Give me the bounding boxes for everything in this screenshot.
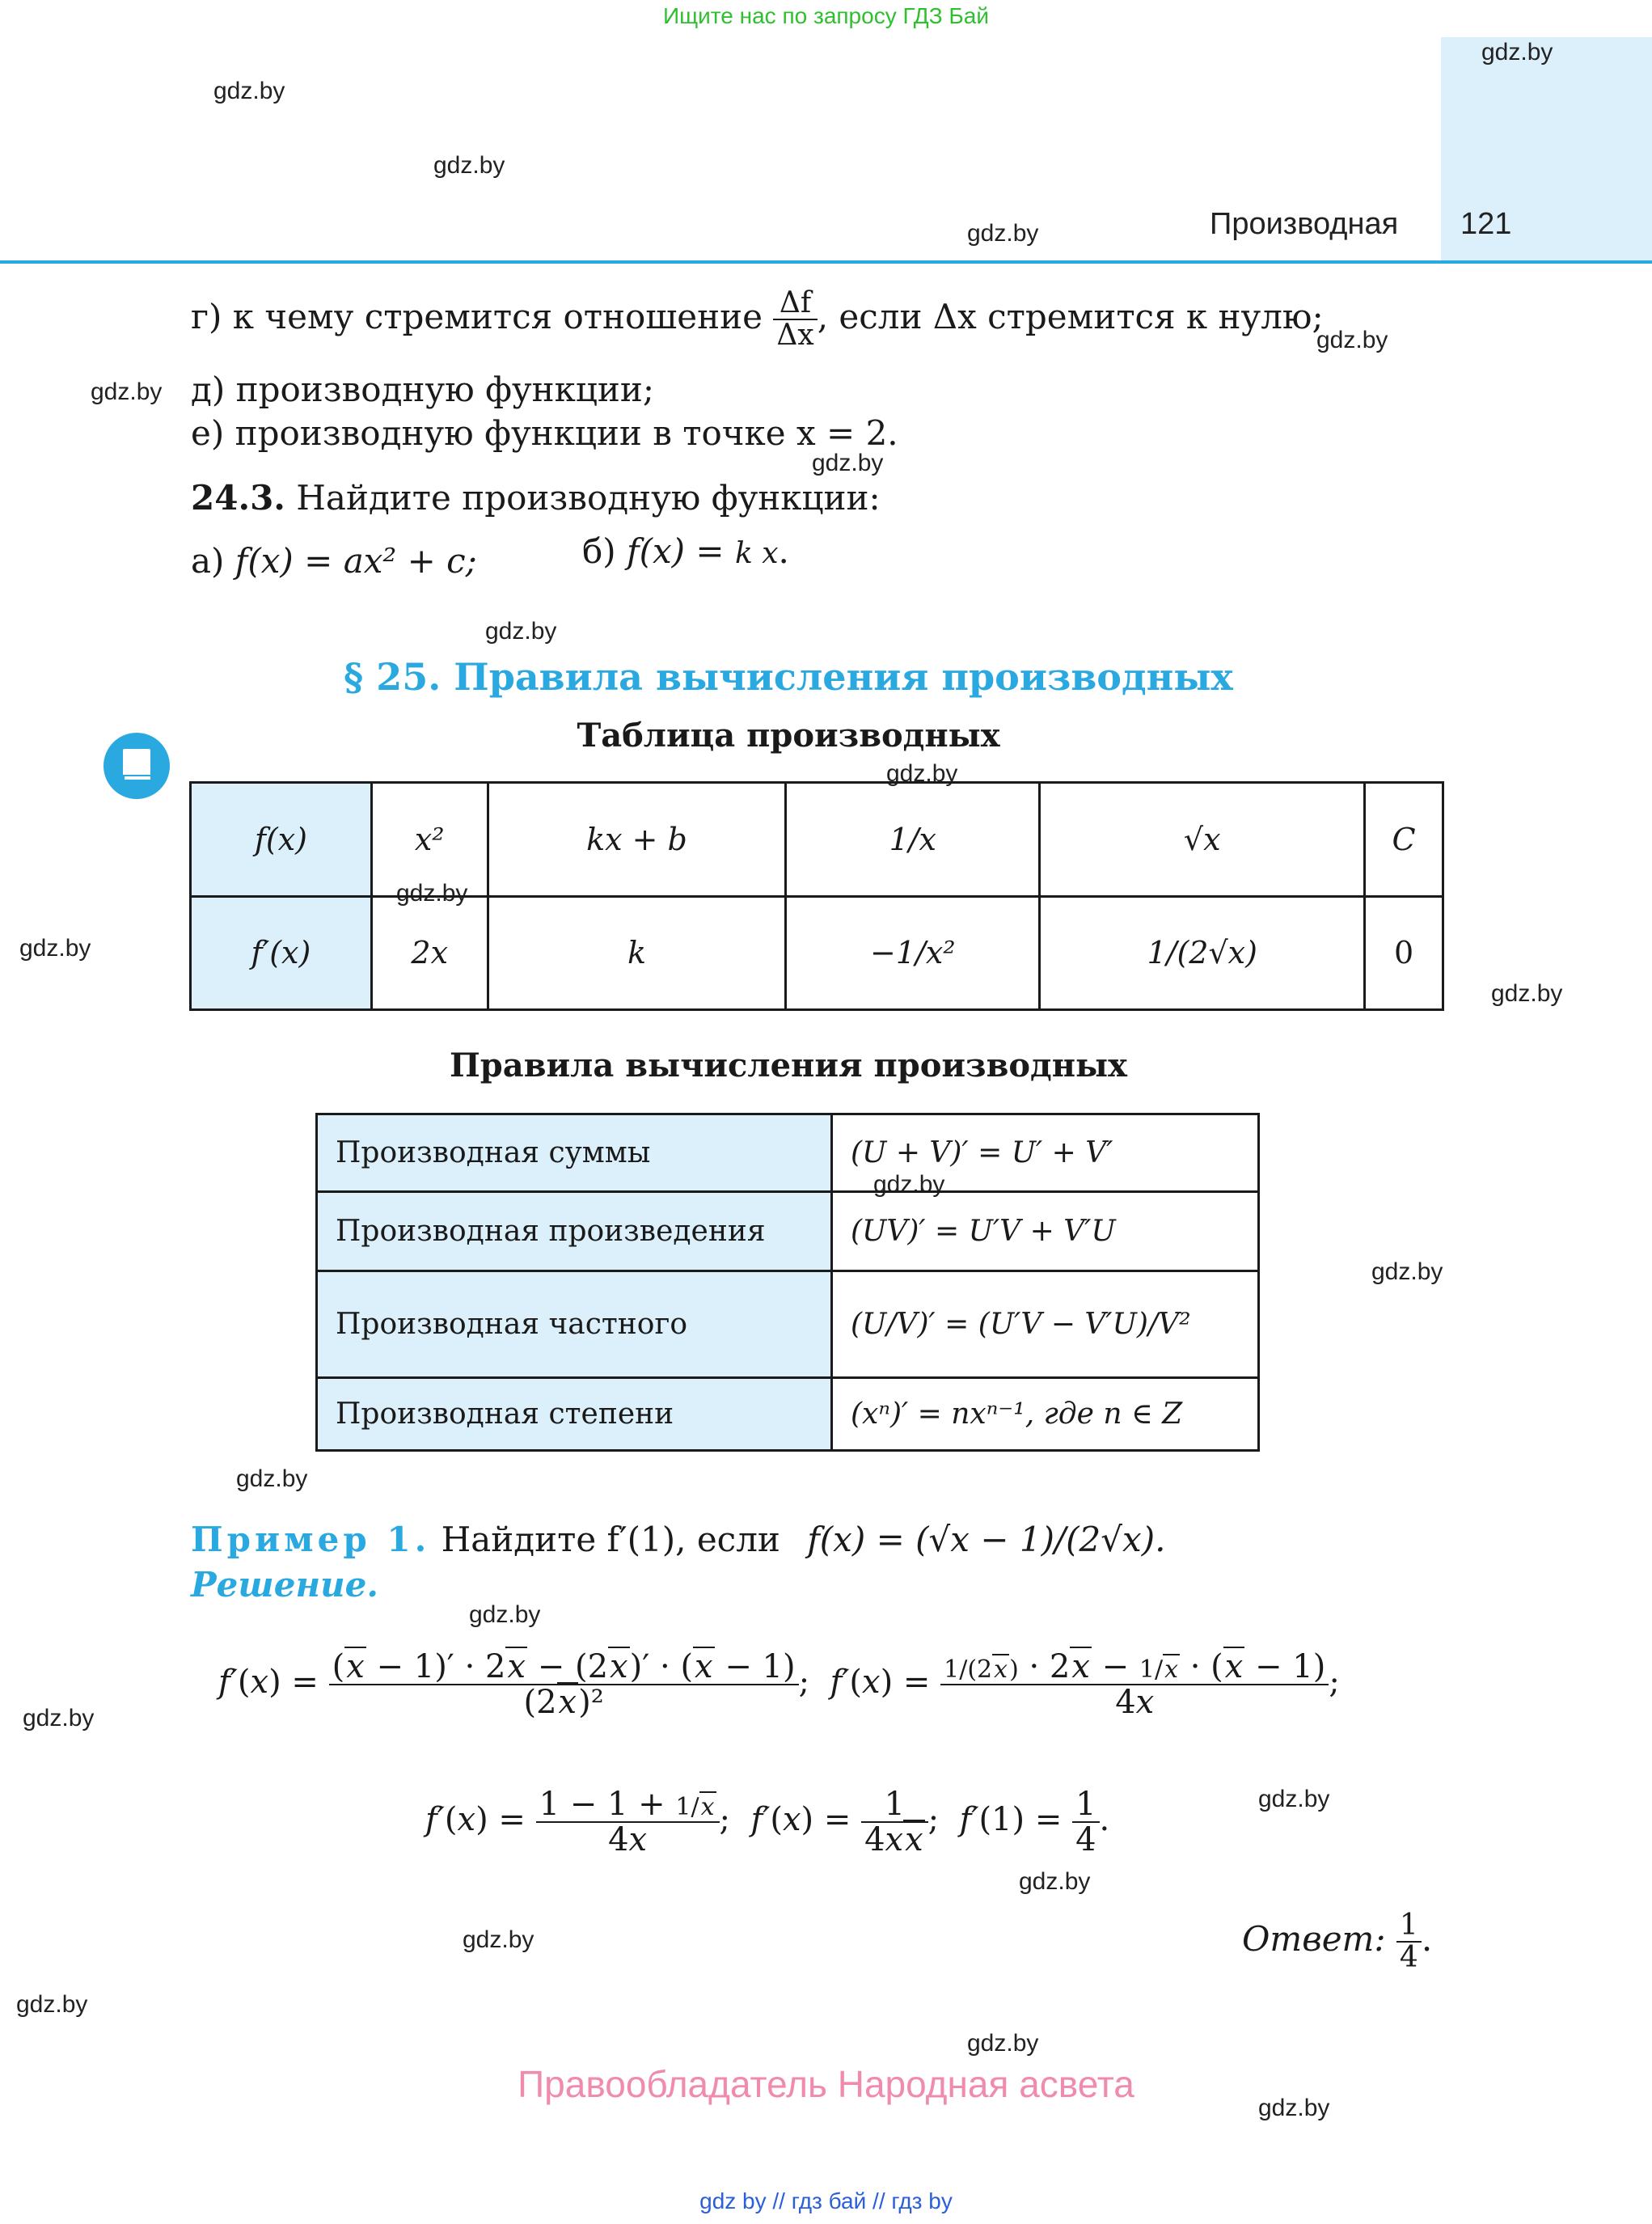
solution-label: Решение. xyxy=(191,1565,378,1605)
task-g: г) к чему стремится отношение $\frac{\Delta f}{\Delta x}$ , если Δx стремится к нулю; xyxy=(191,286,1324,352)
derivatives-table-title: Таблица производных xyxy=(577,717,1000,755)
table-cell: √x xyxy=(1040,783,1365,897)
running-title: Производная xyxy=(1210,207,1399,241)
derivatives-table xyxy=(189,781,1444,1011)
watermark: gdz.by xyxy=(433,152,505,179)
watermark: gdz.by xyxy=(469,1601,541,1628)
section-title: § 25. Правила вычисления производных xyxy=(344,655,1233,699)
task-e: е) производную функции в точке x = 2. xyxy=(191,413,898,453)
table-cell: 2x xyxy=(371,896,488,1010)
watermark: gdz.by xyxy=(463,1926,534,1953)
example-heading: Пример 1. Найдите f′(1), если f(x) = (√x − 1)/(2√x). xyxy=(191,1520,1166,1559)
table-cell: 1/x xyxy=(786,783,1040,897)
table-cell: f′(x) xyxy=(191,896,372,1010)
page-number: 121 xyxy=(1460,207,1512,241)
copyright-footer: Правообладатель Народная асвета xyxy=(518,2063,1134,2105)
rule-formula: (UV)′ = U′V + V′U xyxy=(832,1192,1259,1271)
solution-step-1: f′(x) = $\frac{(x - 1)' \cdot 2x - (2x)' \cdot (x - 1)}{\text{(2x)²}}$ ; f′(x) = $\frac{1/(2x) \cdot 2x - 1/x \cdot (x - 1)}{4x}$ ; xyxy=(218,1648,1340,1721)
task-24-3-b: б) f(x) = k x. xyxy=(582,531,789,571)
watermark: gdz.by xyxy=(213,78,285,104)
watermark: gdz.by xyxy=(1491,980,1563,1007)
watermark: gdz.by xyxy=(485,618,557,645)
table-cell: k xyxy=(488,896,786,1010)
watermark: gdz.by xyxy=(1019,1868,1091,1895)
table-cell: C xyxy=(1365,783,1443,897)
table-row xyxy=(317,1192,1259,1271)
task-24-3: 24.3. Найдите производную функции: xyxy=(191,478,881,518)
rule-formula: (U/V)′ = (U′V − V′U)/V² xyxy=(832,1271,1259,1378)
table-row xyxy=(317,1271,1259,1378)
watermark: gdz.by xyxy=(812,450,884,476)
watermark: gdz.by xyxy=(236,1465,308,1492)
answer: Ответ: $\frac{1}{4}$ . xyxy=(1242,1909,1433,1974)
watermark: gdz.by xyxy=(91,378,163,405)
watermark: gdz.by xyxy=(1481,39,1553,66)
task-d: д) производную функции; xyxy=(191,370,655,409)
table-cell: 1/(2√x) xyxy=(1040,896,1365,1010)
rule-label: Производная суммы xyxy=(317,1114,832,1192)
table-row xyxy=(191,896,1443,1010)
table-cell: x² xyxy=(371,783,488,897)
rules-table xyxy=(315,1113,1260,1452)
rule-formula: (xⁿ)′ = nxⁿ⁻¹, где n ∈ Z xyxy=(832,1378,1259,1451)
table-cell: kx + b xyxy=(488,783,786,897)
table-cell: −1/x² xyxy=(786,896,1040,1010)
rule-label: Производная степени xyxy=(317,1378,832,1451)
fraction-delta: $\frac{\Delta f}{\Delta x}$ xyxy=(773,288,817,351)
table-row xyxy=(191,783,1443,897)
watermark: gdz.by xyxy=(967,2030,1039,2057)
watermark: gdz.by xyxy=(23,1705,95,1731)
watermark: gdz.by xyxy=(1258,1786,1330,1812)
rule-label: Производная частного xyxy=(317,1271,832,1378)
watermark: gdz.by xyxy=(1258,2095,1330,2121)
watermark: gdz.by xyxy=(19,935,91,962)
watermark: gdz.by xyxy=(16,1991,88,2018)
watermark: gdz.by xyxy=(1371,1258,1443,1285)
table-row xyxy=(317,1378,1259,1451)
fraction-k-x: k x xyxy=(734,537,779,571)
search-banner: Ищите нас по запросу ГДЗ Бай xyxy=(662,3,990,28)
table-row xyxy=(317,1114,1259,1192)
rule-label: Производная произведения xyxy=(317,1192,832,1271)
table-cell: 0 xyxy=(1365,896,1443,1010)
task-24-3-a: а) f(x) = ax² + c; xyxy=(191,541,477,581)
table-cell: f(x) xyxy=(191,783,372,897)
footer-links[interactable]: gdz by // гдз бай // гдз by xyxy=(699,2188,953,2213)
watermark: gdz.by xyxy=(886,760,958,787)
rule-formula: (U + V)′ = U′ + V′ xyxy=(832,1114,1259,1192)
rules-table-title: Правила вычисления производных xyxy=(450,1046,1127,1085)
solution-step-2: f′(x) = $\frac{1 - 1 + 1/x}{4x}$ ; f′(x) = $\frac{1}{4xx}$ ; f′(1) = $\frac{1}{4}$ . xyxy=(425,1786,1110,1858)
watermark: gdz.by xyxy=(396,880,468,907)
header-rule xyxy=(0,260,1652,264)
watermark: gdz.by xyxy=(1316,327,1388,353)
watermark: gdz.by xyxy=(873,1171,945,1198)
watermark: gdz.by xyxy=(967,220,1039,247)
